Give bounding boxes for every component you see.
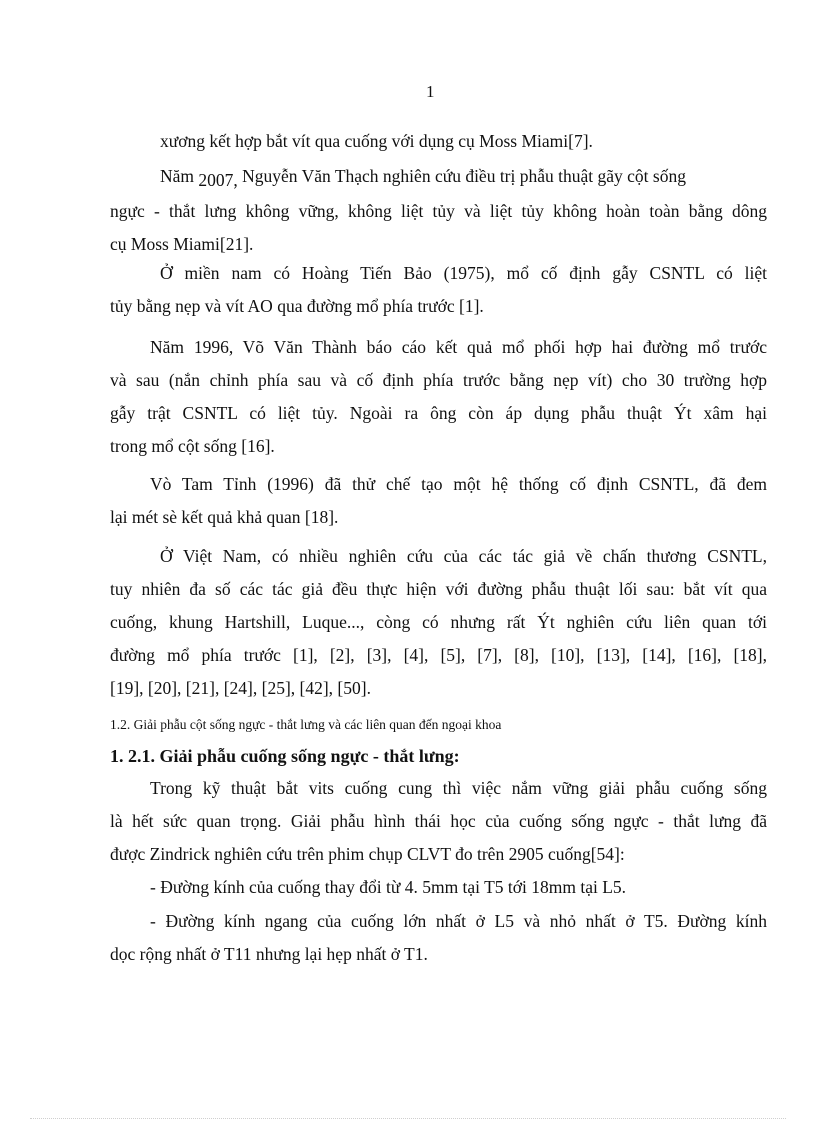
page-bottom-divider (30, 1118, 786, 1119)
paragraph-line: đường mổ phía trước [1], [2], [3], [4], [5], [7], [8], [10], [13], [14], [16], [18], (110, 645, 767, 665)
paragraph-line: [19], [20], [21], [24], [25], [42], [50]. (110, 678, 371, 698)
paragraph-line: lại mét sè kết quả khả quan [18]. (110, 507, 339, 527)
paragraph-line: trong mổ cột sống [16]. (110, 436, 275, 456)
paragraph-line: Trong kỹ thuật bắt vits cuống cung thì việc nắm vững giải phẫu cuống sống (150, 778, 767, 798)
paragraph-line: cuống, khung Hartshill, Luque..., còng có nhưng rất Ýt nghiên cứu liên quan tới (110, 612, 767, 632)
paragraph-line: xương kết hợp bắt vít qua cuống với dụng cụ Moss Miami[7]. (160, 131, 593, 151)
paragraph-line: và sau (nắn chỉnh phía sau và cố định phía trước bằng nẹp vít) cho 30 trường hợp (110, 370, 767, 390)
paragraph-line: dọc rộng nhất ở T11 nhưng lại hẹp nhất ở T1. (110, 944, 428, 964)
year-text: 2007, (198, 170, 238, 190)
paragraph-line: Năm 2007, Nguyễn Văn Thạch nghiên cứu điều trị phẫu thuật gãy cột sống (160, 166, 686, 190)
paragraph-line: được Zindrick nghiên cứu trên phim chụp CLVT đo trên 2905 cuống[54]: (110, 844, 625, 864)
list-item: - Đường kính của cuống thay đổi từ 4. 5mm tại T5 tới 18mm tại L5. (150, 877, 627, 897)
page-number: 1 (426, 82, 435, 101)
paragraph-line: Ở Việt Nam, có nhiều nghiên cứu của các tác giả về chấn thương CSNTL, (160, 546, 767, 566)
section-heading: 1.2. Giải phẫu cột sống ngực - thắt lưng và các liên quan đến ngoại khoa (110, 717, 502, 732)
subsection-heading: 1. 2.1. Giải phẫu cuống sống ngực - thắt lưng: (110, 746, 460, 766)
paragraph-line: tủy bằng nẹp và vít AO qua đường mổ phía trước [1]. (110, 296, 484, 316)
paragraph-line: Ở miền nam có Hoàng Tiến Bảo (1975), mổ cố định gẫy CSNTL có liệt (160, 263, 767, 283)
paragraph-line: tuy nhiên đa số các tác giả đều thực hiện với đường phẫu thuật lối sau: bắt vít qua (110, 579, 767, 599)
paragraph-line: ngực - thắt lưng không vững, không liệt tủy và liệt tủy không hoàn toàn bằng dông (110, 201, 767, 221)
paragraph-line: Năm 1996, Võ Văn Thành báo cáo kết quả mổ phối hợp hai đường mổ trước (150, 337, 767, 357)
paragraph-line: Vò Tam Tỉnh (1996) đã thử chế tạo một hệ thống cố định CSNTL, đã đem (150, 474, 767, 494)
paragraph-line: gẫy trật CSNTL có liệt tủy. Ngoài ra ông còn áp dụng phẫu thuật Ýt xâm hại (110, 403, 767, 423)
paragraph-line: cụ Moss Miami[21]. (110, 234, 254, 254)
paragraph-line: là hết sức quan trọng. Giải phẫu hình thái học của cuống sống ngực - thắt lưng đã (110, 811, 767, 831)
list-item: - Đường kính ngang của cuống lớn nhất ở L5 và nhỏ nhất ở T5. Đường kính (150, 911, 767, 931)
